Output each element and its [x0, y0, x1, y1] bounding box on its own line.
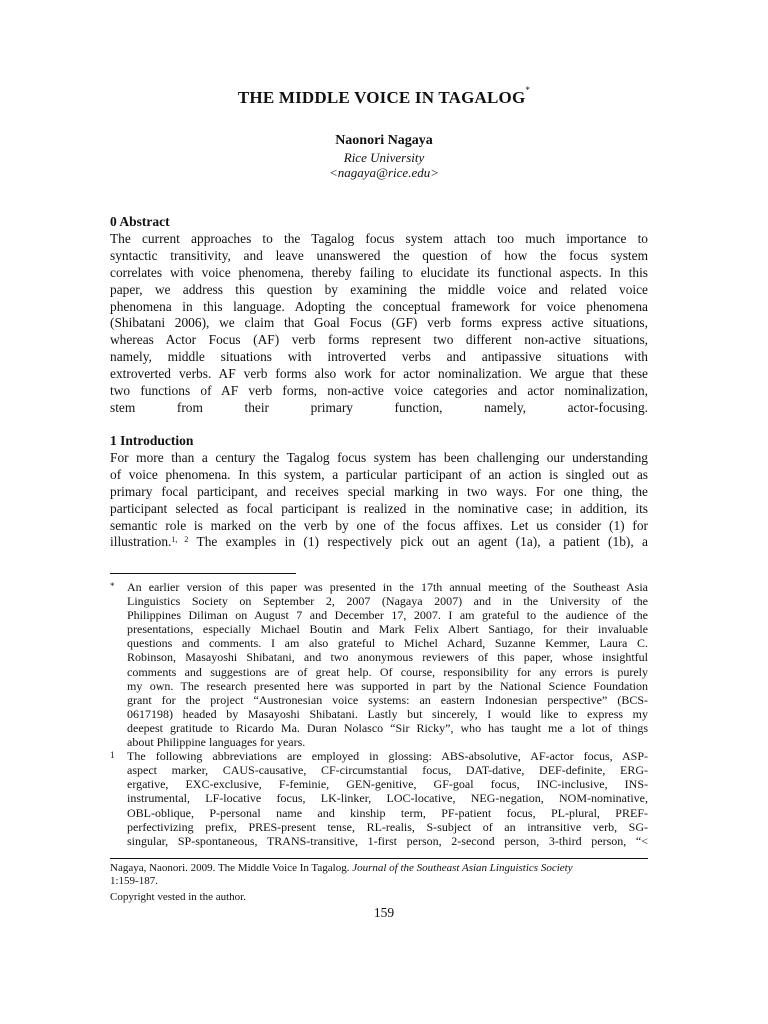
title-footnote-mark: * — [525, 85, 531, 95]
intro-text-before-marks: illustration. — [110, 534, 172, 550]
copyright-notice: Copyright vested in the author. — [110, 891, 246, 903]
footnote-separator — [110, 573, 296, 574]
footnote-line: Philippines Diliman on August 7 and December 17, 2007. I am grateful to the audience of the — [127, 608, 648, 623]
title-text: THE MIDDLE VOICE IN TAGALOG — [237, 88, 526, 107]
footnote-line: deepest gratitude to Ricardo Ma. Duran Nolasco “Sir Ricky”, who has taught me a lot of things — [127, 720, 648, 735]
intro-line: primary focal participant, and receives special marking in two ways. For one thing, the — [110, 483, 648, 499]
abstract-line: The current approaches to the Tagalog focus system attach too much importance to — [110, 231, 648, 246]
footnote-line: Robinson, Masayoshi Shibatani, and two anonymous reviewers of this paper, whose insightful — [127, 650, 648, 665]
footnote-mark: 1 — [110, 750, 115, 761]
footnote-line: singular, SP-spontaneous, TRANS-transitive, 1-first person, 2-second person, 3-third person, “< — [127, 833, 648, 848]
footnote-star — [110, 580, 648, 749]
footnote-line: my own. The research presented here was supported in part by the National Science Foundation — [127, 678, 648, 693]
citation — [110, 862, 670, 888]
citation-pages: 1:159-187. — [110, 875, 158, 887]
abstract-line: two functions of AF verb forms, non-active voice categories and actor nominalization, — [110, 383, 648, 399]
footer-separator — [110, 858, 648, 859]
abstract-line: correlates with voice phenomena, thereby failing to elucidate its functional aspects. In this — [110, 264, 648, 280]
abstract-body — [110, 231, 648, 417]
abstract-line: namely, middle situations with introverted verbs and antipassive situations with — [110, 349, 648, 365]
footnote-line: An earlier version of this paper was presented in the 17th annual meeting of the Southeast Asia — [127, 580, 648, 594]
author-name: Naonori Nagaya — [335, 133, 433, 148]
abstract-line: syntactic transitivity, and leave unanswered the question of how the focus system — [110, 247, 648, 263]
intro-text-after-marks: The examples in (1) respectively pick out an agent (1a), a patient (1b), a — [188, 534, 648, 550]
footnote-line: OBL-oblique, P-personal name and kinship term, PF-patient focus, PL-plural, PREF- — [127, 805, 648, 820]
intro-line: For more than a century the Tagalog focus system has been challenging our understanding — [110, 450, 648, 465]
page-number: 159 — [373, 905, 395, 920]
footnote-line: questions and comments. I am also grateful to Michel Achard, Suzanne Kemmer, Laura C. — [127, 636, 648, 651]
footnote-mark: * — [110, 581, 115, 591]
abstract-line: stem from their primary function, namely, actor-focusing. — [110, 399, 648, 415]
abstract-heading: 0 Abstract — [110, 214, 170, 229]
footnotes — [110, 580, 648, 848]
intro-line-last — [110, 534, 648, 551]
abstract-line: (Shibatani 2006), we claim that Goal Focus (GF) verb forms express active situations, — [110, 315, 648, 331]
footnote-line: comments and suggestions are of great help. Of course, responsibility for any errors is purely — [127, 664, 648, 679]
intro-line: of voice phenomena. In this system, a particular participant of an action is singled out as — [110, 466, 648, 482]
citation-prefix: Nagaya, Naonori. 2009. The Middle Voice In Tagalog. — [110, 862, 353, 874]
abstract-line: paper, we address this question by examining the middle voice and related voice — [110, 281, 648, 297]
abstract-line: phenomena in this language. Adopting the conceptual framework for voice phenomena — [110, 298, 648, 314]
intro-line: semantic role is marked on the verb by one of the focus affixes. Let us consider (1) for — [110, 517, 648, 533]
author-affiliation: Rice University — [343, 150, 425, 165]
footnote-1 — [110, 749, 648, 848]
footnote-line: aspect marker, CAUS-causative, CF-circumstantial focus, DAT-dative, DEF-definite, ERG- — [127, 763, 648, 778]
footnote-line: The following abbreviations are employed in glossing: ABS-absolutive, AF-actor focus, ASP- — [127, 749, 648, 764]
abstract-line: whereas Actor Focus (AF) verb forms represent two different non-active situations, — [110, 332, 648, 348]
footnote-line: Linguistics Society on September 2, 2007 (Nagaya 2007) and in the University of the — [127, 594, 648, 609]
footnote-line: ergative, EXC-exclusive, F-feminie, GEN-genitive, GF-goal focus, INC-inclusive, INS- — [127, 777, 648, 792]
footnote-line: about Philippine languages for years. — [127, 735, 306, 750]
author-email: <nagaya@rice.edu> — [328, 165, 439, 180]
paper-title — [0, 85, 768, 108]
intro-line: participant selected as focal participant is realized in the nominative case; in addition, its — [110, 500, 648, 516]
citation-journal: Journal of the Southeast Asian Linguistics Society — [352, 862, 573, 874]
footnote-line: grant for the project “Austronesian voice systems: an eastern Indonesian perspective” (BCS- — [127, 692, 648, 707]
footnote-line: presentations, especially Michael Boutin and Mark Felix Albert Santiago, for their invaluable — [127, 622, 648, 637]
introduction-heading: 1 Introduction — [110, 433, 194, 448]
footnote-line: 0617198) headed by Masayoshi Shibatani. Lastly but sincerely, I would like to express my — [127, 706, 648, 721]
footnote-reference-marks: 1, 2 — [171, 535, 189, 545]
footnote-line: perfectivizing prefix, PRES-present tense, RL-realis, S-subject of an intransitive verb, SG- — [127, 819, 648, 834]
abstract-line: extroverted verbs. AF verb forms also work for actor nominalization. We argue that these — [110, 366, 648, 382]
footnote-line: instrumental, LF-locative focus, LK-linker, LOC-locative, NEG-negation, NOM-nominative, — [127, 791, 648, 806]
introduction-body — [110, 450, 648, 551]
